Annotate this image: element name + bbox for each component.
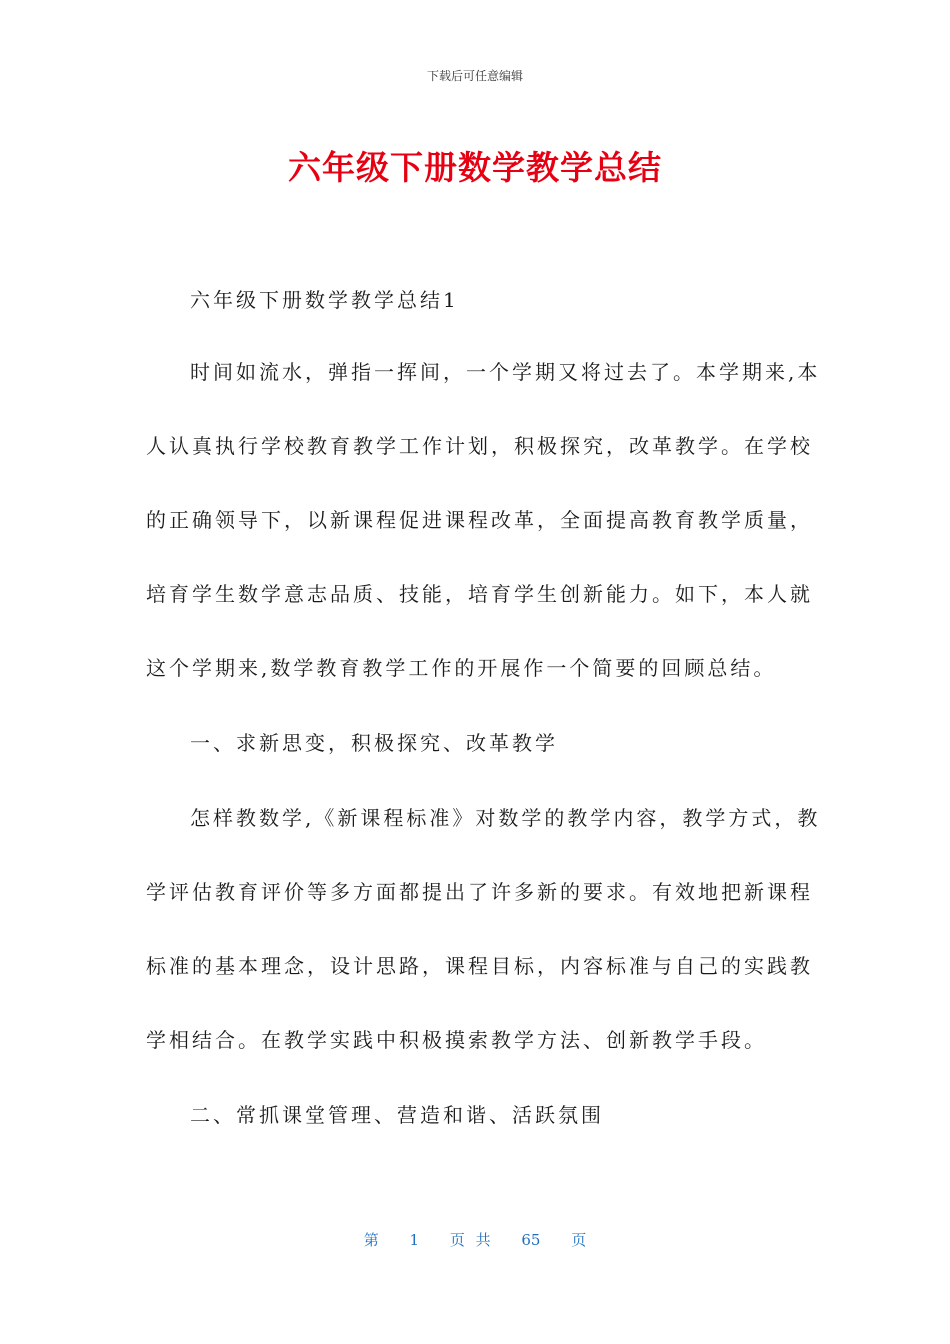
paragraph-line: 时间如流水，弹指一挥间，一个学期又将过去了。本学期来,本 (190, 360, 821, 384)
paragraph-line: 学相结合。在教学实践中积极摸索教学方法、创新教学手段。 (146, 1028, 767, 1052)
paragraph-line: 这个学期来,数学教育教学工作的开展作一个简要的回顾总结。 (146, 656, 777, 680)
paragraph-line: 培育学生数学意志品质、技能，培育学生创新能力。如下，本人就 (146, 582, 813, 606)
paragraph-2 (146, 781, 821, 1077)
document-subtitle: 六年级下册数学教学总结1 (190, 288, 459, 312)
paragraph-line: 标准的基本理念，设计思路，课程目标，内容标准与自己的实践教 (146, 954, 813, 978)
footer-label-page: 第 (363, 1231, 379, 1249)
section-heading-1: 一、求新思变，积极探究、改革教学 (190, 731, 558, 755)
footer-label-total: 页 共 (449, 1231, 491, 1249)
document-title: 六年级下册数学教学总结 (288, 148, 662, 187)
page-footer (0, 1229, 950, 1250)
footer-label-end: 页 (571, 1231, 587, 1249)
paragraph-line: 怎样教数学,《新课程标准》对数学的教学内容，教学方式，教 (190, 806, 821, 830)
header-note: 下载后可任意编辑 (426, 69, 523, 83)
paragraph-line: 学评估教育评价等多方面都提出了许多新的要求。有效地把新课程 (146, 880, 813, 904)
footer-current-page: 1 (409, 1231, 420, 1249)
paragraph-1 (146, 335, 821, 705)
paragraph-line: 的正确领导下，以新课程促进课程改革，全面提高教育教学质量， (146, 508, 813, 532)
section-heading-2: 二、常抓课堂管理、营造和谐、活跃氛围 (190, 1103, 604, 1127)
paragraph-line: 人认真执行学校教育教学工作计划，积极探究，改革教学。在学校 (146, 434, 813, 458)
footer-total-pages: 65 (521, 1231, 541, 1249)
